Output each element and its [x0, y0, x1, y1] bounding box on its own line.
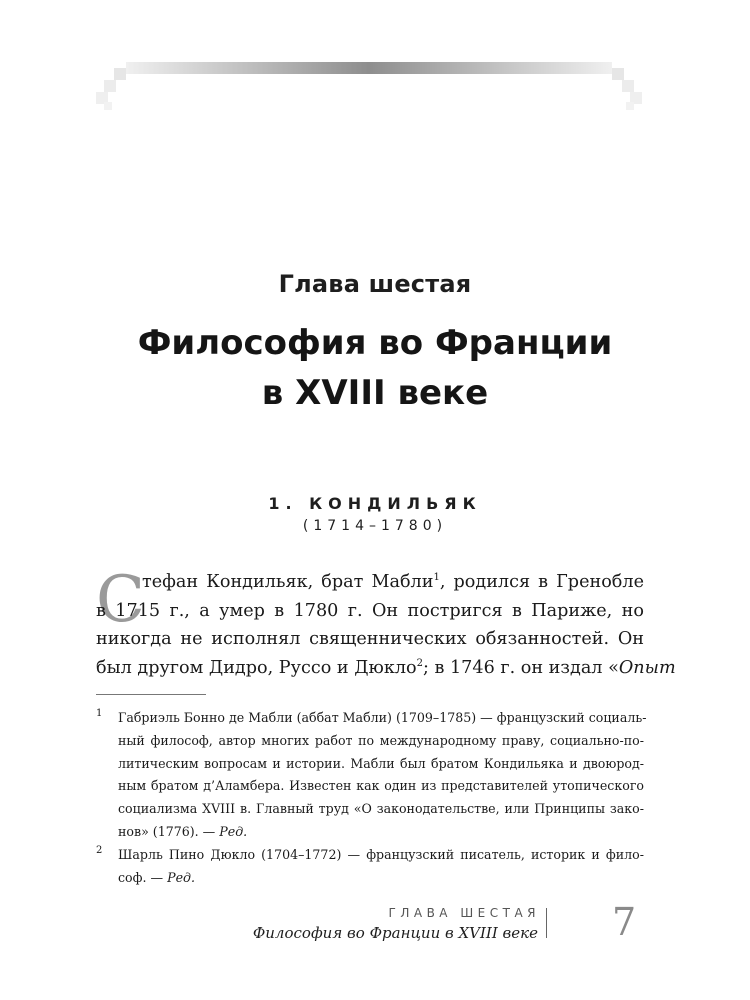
footer-chapter-title: Философия во Франции в XVIII веке: [252, 924, 538, 942]
section-title: 1. КОНДИЛЬЯК: [268, 494, 482, 513]
footnote-text: нов» (1776). —: [118, 823, 220, 839]
footnote-line: [118, 821, 644, 844]
chapter-title-line: в XVIII веке: [261, 373, 489, 413]
footnote-divider: [96, 694, 206, 695]
body-text-span: ; в 1746 г. он издал «: [422, 658, 619, 679]
footnote-ref: 1: [433, 572, 440, 584]
footer-chapter-label: ГЛАВА ШЕСТАЯ: [388, 906, 540, 920]
body-text-span: тефан Кондильяк, брат Мабли: [142, 572, 434, 592]
footnote-line: литическим вопросам и истории. Мабли был братом Кондильяка и двоюрод-: [118, 755, 644, 771]
footnote-line: Шарль Пино Дюкло (1704–1772) — французский писатель, историк и фило-: [118, 846, 644, 862]
section-years: (1714–1780): [302, 518, 448, 534]
chapter-title: [0, 318, 750, 418]
footnote: [96, 707, 647, 844]
body-text-span: , родился в Гренобле: [439, 572, 644, 592]
footnotes: [96, 707, 647, 889]
body-line: [96, 654, 676, 683]
footnote-number: 2: [96, 844, 103, 856]
body-line: [96, 568, 644, 597]
footnote-line: Габриэль Бонно де Мабли (аббат Мабли) (1709–1785) — французский социаль-: [118, 710, 647, 725]
body-text-span: был другом Дидро, Руссо и Дюкло: [96, 658, 417, 679]
chapter-title-line: Философия во Франции: [137, 323, 613, 363]
footnote-number: 1: [96, 708, 103, 719]
footnote-editor-mark: Ред.: [219, 823, 248, 839]
header-ornament: [96, 62, 642, 114]
footnote-editor-mark: Ред.: [167, 869, 196, 885]
footnote-line: ный философ, автор многих работ по международному праву, социально-по-: [118, 732, 644, 748]
page-number: 7: [612, 900, 637, 944]
footnote-line: [118, 867, 644, 890]
footnote-line: ным братом д’Аламбера. Известен как один из представителей утопического: [118, 778, 644, 794]
body-line: в 1715 г., а умер в 1780 г. Он постригся в Париже, но: [96, 600, 644, 621]
chapter-label: Глава шестая: [278, 270, 472, 298]
body-line: никогда не исполнял священнических обязанностей. Он: [96, 629, 644, 650]
footnote-text: соф. —: [118, 869, 168, 885]
drop-cap: С: [96, 563, 145, 637]
body-text-italic: Опыт: [618, 658, 676, 679]
footer-divider: [546, 908, 547, 938]
body-paragraph: [96, 563, 676, 683]
footnote-line: социализма XVIII в. Главный труд «О законодательстве, или Принципы зако-: [118, 801, 644, 817]
footnote-ref: 2: [416, 658, 423, 670]
footnote: [96, 844, 644, 890]
